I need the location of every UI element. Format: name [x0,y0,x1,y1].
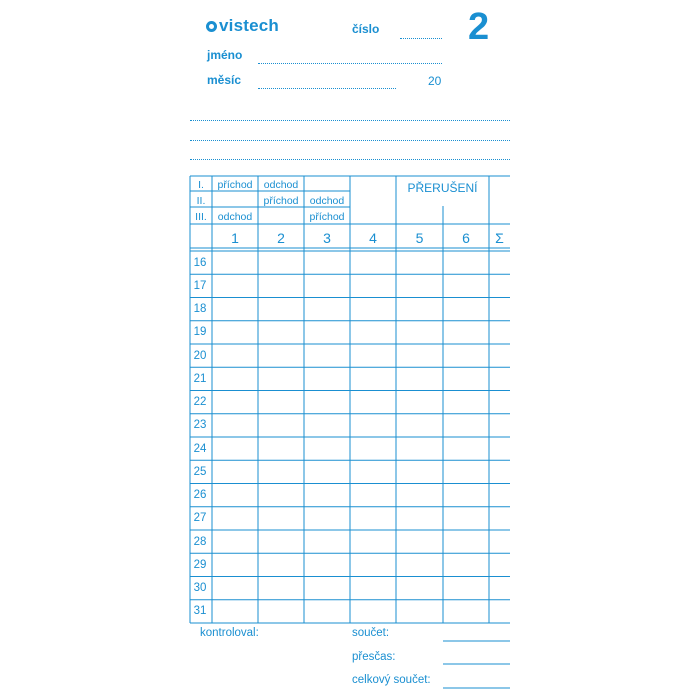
col-number-3: 3 [323,230,331,246]
day-number: 26 [193,489,207,502]
kontroloval-label: kontroloval: [200,627,259,639]
col-number-6: 6 [462,230,470,246]
day-number: 25 [193,465,207,478]
day-number: 19 [193,326,207,339]
day-number: 28 [193,535,207,548]
day-number: 31 [193,605,207,618]
day-number: 30 [193,582,207,595]
shift-III-col1: odchod [217,211,253,223]
break-label: PŘERUŠENÍ [407,181,478,195]
shift-II-col2: příchod [263,195,299,207]
col-number-5: 5 [415,230,424,246]
brand-name: vistech [219,16,279,35]
day-number: 23 [193,419,207,432]
shift-I-label: I. [198,179,204,191]
day-number: 27 [193,512,207,525]
day-number: 18 [193,303,207,316]
shift-III-col3: příchod [309,211,345,223]
day-number: 16 [193,256,207,269]
col-number-1: 1 [231,230,239,246]
soucet-label: součet: [352,627,390,639]
day-number: 24 [193,442,207,455]
shift-II-col3: odchod [309,195,345,207]
shift-III-label: III. [195,211,207,223]
day-number: 22 [193,396,207,409]
celkovy-soucet-label: celkový součet: [352,674,431,686]
year-prefix: 20 [428,74,442,88]
cislo-label: číslo [352,22,380,36]
shift-II-label: II. [196,195,206,207]
day-number: 21 [193,372,207,385]
col-number-4: 4 [369,230,377,246]
col-number-2: 2 [277,230,285,246]
day-number: 17 [193,279,207,292]
shift-I-col1: příchod [217,179,253,191]
day-number: 29 [193,558,207,571]
day-number: 20 [193,349,207,362]
card-number: 2 [468,6,490,48]
jmeno-label: jméno [207,48,243,62]
shift-I-col2: odchod [263,179,299,191]
col-sum-symbol: Σ [495,230,504,246]
prescas-label: přesčas: [352,651,396,663]
mesic-label: měsíc [207,73,242,87]
